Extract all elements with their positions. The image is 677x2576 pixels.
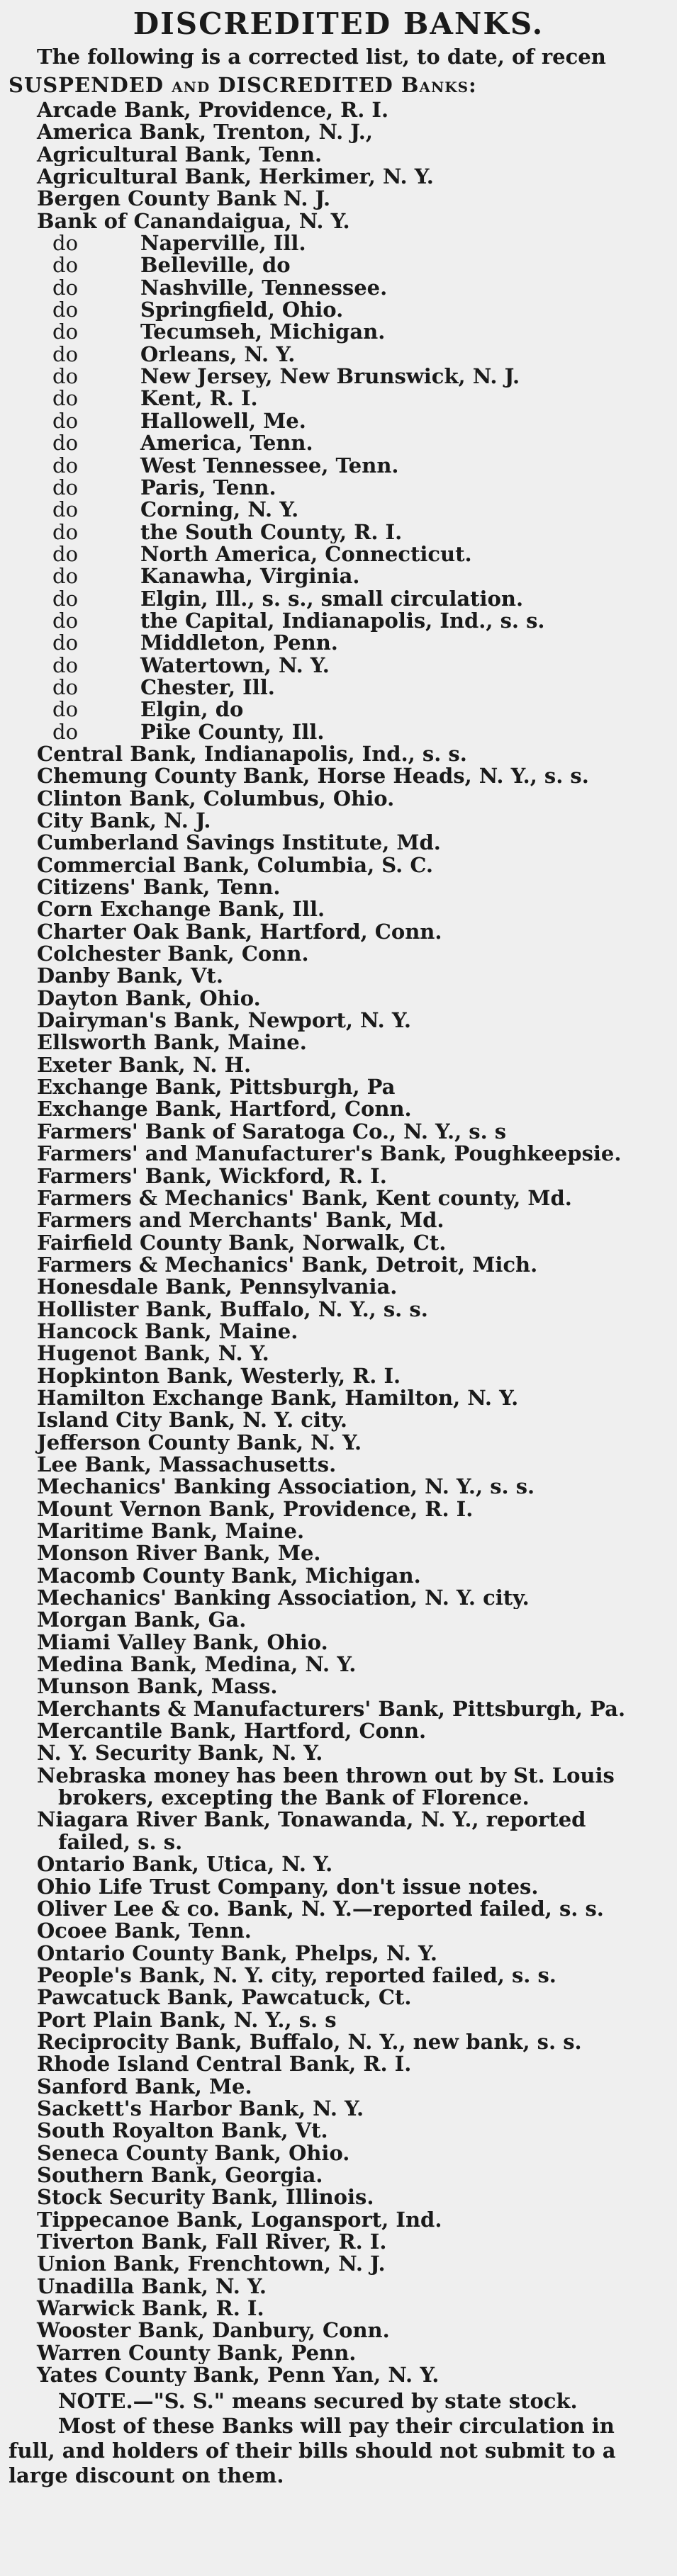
bank-entry-text: Hugenot Bank, N. Y. — [37, 1343, 269, 1365]
bank-entry — [9, 144, 668, 166]
bank-entry-text: Fairfield County Bank, Norwalk, Ct. — [37, 1231, 447, 1254]
bank-entry-text: Kent, R. I. — [140, 388, 258, 410]
page-title: DISCREDITED BANKS. — [133, 6, 544, 41]
bank-entry — [9, 1209, 668, 1231]
bank-entry-text: Medina Bank, Medina, N. Y. — [37, 1654, 357, 1676]
bank-entry-text: Farmers' and Manufacturer's Bank, Poughkeepsie. — [37, 1143, 622, 1165]
ditto-mark: do — [52, 388, 79, 410]
bank-entry-text: Morgan Bank, Ga. — [37, 1609, 247, 1632]
bank-entry-text: Arcade Bank, Providence, R. I. — [37, 99, 389, 122]
bank-entry — [9, 455, 668, 477]
bank-entry-text: Citizens' Bank, Tenn. — [37, 876, 281, 899]
bank-entry-text: Naperville, Ill. — [140, 232, 306, 255]
bank-entry — [9, 2120, 668, 2142]
bank-entry — [9, 1232, 668, 1254]
bank-entry-text: N. Y. Security Bank, N. Y. — [37, 1742, 323, 1765]
bank-entry — [9, 943, 668, 965]
bank-entry-text: Sackett's Harbor Bank, N. Y. — [37, 2097, 364, 2120]
bank-entry — [9, 1765, 668, 1787]
ditto-mark: do — [52, 254, 79, 277]
bank-entry — [9, 1720, 668, 1742]
note-line — [9, 2389, 668, 2414]
ditto-mark: do — [52, 454, 79, 477]
bank-entry-text: Honesdale Bank, Pennsylvania. — [37, 1276, 398, 1299]
bank-entry-text: Stock Security Bank, Illinois. — [37, 2186, 374, 2209]
bank-entry-text: Kanawha, Virginia. — [140, 565, 360, 588]
bank-entry — [9, 1254, 668, 1276]
bank-entry-text: People's Bank, N. Y. city, reported failed, s. s. — [37, 1964, 556, 1987]
ditto-mark: do — [52, 521, 79, 543]
bank-entry-text: the Capital, Indianapolis, Ind., s. s. — [140, 609, 545, 633]
bank-entry — [9, 2076, 668, 2098]
bank-entry — [9, 499, 668, 521]
bank-entry — [9, 1632, 668, 1654]
bank-entry — [9, 765, 668, 787]
ditto-mark: do — [52, 543, 79, 566]
bank-entry-text: Farmers & Mechanics' Bank, Kent county, Md. — [37, 1187, 572, 1210]
bank-entry — [9, 1587, 668, 1609]
bank-entry-text: Charter Oak Bank, Hartford, Conn. — [37, 920, 442, 944]
note-text: —"S. S." means secured by state stock. — [133, 2389, 578, 2414]
bank-entry — [9, 2342, 668, 2364]
bank-entry — [9, 1542, 668, 1564]
bank-entry-text: Springfield, Ohio. — [140, 299, 344, 322]
bank-entry-text: Monson River Bank, Me. — [37, 1542, 321, 1565]
bank-entry — [9, 2298, 668, 2320]
bank-entry-text: Rhode Island Central Bank, R. I. — [37, 2053, 412, 2076]
bank-entry — [9, 1076, 668, 1098]
bank-entry — [9, 166, 668, 188]
bank-entry-text: Munson Bank, Mass. — [37, 1676, 278, 1698]
bank-entry — [9, 1742, 668, 1764]
bank-entry — [9, 1609, 668, 1631]
bank-entry — [9, 699, 668, 721]
bank-entry — [9, 632, 668, 654]
ditto-mark: do — [52, 565, 79, 588]
bank-entry-text: Elgin, Ill., s. s., small circulation. — [140, 587, 524, 610]
bank-entry-text: Clinton Bank, Columbus, Ohio. — [37, 787, 395, 810]
bank-entry — [9, 366, 668, 388]
bank-entry — [9, 321, 668, 343]
bank-entry-text: Agricultural Bank, Herkimer, N. Y. — [37, 166, 434, 188]
bank-entry — [9, 432, 668, 454]
bank-entry — [9, 2098, 668, 2120]
bank-entry-text: Farmers' Bank of Saratoga Co., N. Y., s. s — [37, 1120, 507, 1143]
bank-entry — [9, 410, 668, 432]
bank-entry-text: Hollister Bank, Buffalo, N. Y., s. s. — [37, 1298, 428, 1321]
bank-entry — [9, 2031, 668, 2053]
bank-entry-text: Elgin, do — [140, 699, 244, 721]
bank-entry — [9, 2364, 668, 2386]
bank-entry — [9, 1565, 668, 1587]
bank-entry-text: the South County, R. I. — [140, 521, 403, 543]
ditto-mark: do — [52, 699, 79, 721]
bank-entry — [9, 743, 668, 765]
bank-entry — [9, 477, 668, 499]
bank-entry — [9, 565, 668, 587]
bank-entry — [9, 588, 668, 610]
ditto-mark: do — [52, 299, 79, 322]
bank-entry — [9, 1054, 668, 1076]
bank-entry — [9, 810, 668, 832]
ditto-mark: do — [52, 587, 79, 610]
bank-entry-continuation: failed, s. s. — [58, 1831, 183, 1854]
bank-entry-text: Cumberland Savings Institute, Md. — [37, 832, 441, 854]
ditto-mark: do — [52, 232, 79, 255]
bank-entry — [9, 1299, 668, 1321]
bank-entry — [9, 1365, 668, 1387]
ditto-mark: do — [52, 632, 79, 655]
bank-entry-text: Ontario County Bank, Phelps, N. Y. — [37, 1942, 437, 1965]
bank-entry — [9, 2276, 668, 2298]
bank-entry — [9, 121, 668, 143]
bank-entry-text: Farmers and Merchants' Bank, Md. — [37, 1209, 444, 1232]
bank-entry — [9, 2186, 668, 2208]
bank-entry-text: Ontario Bank, Utica, N. Y. — [37, 1853, 333, 1876]
bank-entry-text: Colchester Bank, Conn. — [37, 943, 309, 966]
bank-entry-text: Oliver Lee & co. Bank, N. Y.—reported failed, s. s. — [37, 1897, 604, 1921]
bank-entry — [9, 188, 668, 210]
bank-entry — [9, 1010, 668, 1032]
ditto-mark: do — [52, 343, 79, 366]
bank-entry — [9, 721, 668, 743]
bank-entry — [9, 1165, 668, 1187]
ditto-mark: do — [52, 654, 79, 677]
bank-entry — [9, 921, 668, 943]
bank-entry — [9, 1987, 668, 2009]
bank-entry-text: City Bank, N. J. — [37, 810, 211, 832]
bank-entry — [9, 2053, 668, 2075]
bank-entry — [9, 1920, 668, 1942]
bank-entry — [9, 1454, 668, 1476]
bank-entry — [9, 210, 668, 232]
bank-entry-text: Agricultural Bank, Tenn. — [37, 143, 323, 166]
bank-entry — [9, 1143, 668, 1165]
bank-entry — [9, 232, 668, 254]
bank-entry — [9, 898, 668, 920]
intro-line-2: SUSPENDED and DISCREDITED Banks: — [9, 73, 477, 97]
bank-entry-text: Sanford Bank, Me. — [37, 2075, 252, 2098]
bank-entry-text: Maritime Bank, Maine. — [37, 1520, 305, 1543]
bank-entry — [9, 1876, 668, 1898]
bank-entry — [9, 388, 668, 409]
bank-entry — [9, 677, 668, 699]
ditto-mark: do — [52, 676, 79, 699]
bank-entry — [9, 277, 668, 299]
bank-entry-text: South Royalton Bank, Vt. — [37, 2120, 328, 2142]
bank-entry — [9, 988, 668, 1010]
bank-entry — [9, 1476, 668, 1498]
bank-entry-text: Seneca County Bank, Ohio. — [37, 2142, 350, 2164]
bank-entry — [9, 1409, 668, 1431]
bank-entry — [9, 2231, 668, 2253]
bank-entry-text: Macomb County Bank, Michigan. — [37, 1564, 421, 1588]
ditto-mark: do — [52, 721, 79, 743]
bank-entry — [9, 1853, 668, 1875]
bank-entry-text: Chester, Ill. — [140, 676, 275, 699]
bank-entry — [9, 2009, 668, 2031]
bank-entry-text: Exchange Bank, Hartford, Conn. — [37, 1098, 412, 1121]
bank-entry-text: Dayton Bank, Ohio. — [37, 987, 261, 1010]
bank-entry — [9, 965, 668, 987]
bank-entry — [9, 610, 668, 632]
bank-entry-text: Hancock Bank, Maine. — [37, 1320, 298, 1343]
bank-entry-text: Farmers & Mechanics' Bank, Detroit, Mich. — [37, 1253, 538, 1277]
ditto-mark: do — [52, 321, 79, 344]
bank-entry — [9, 2253, 668, 2275]
bank-entry — [9, 1187, 668, 1209]
bank-entry-text: Belleville, do — [140, 254, 291, 277]
bank-entry-text: Warren County Bank, Penn. — [37, 2341, 357, 2365]
bank-entry — [9, 2164, 668, 2186]
bank-entry-text: Niagara River Bank, Tonawanda, N. Y., reported — [37, 1809, 586, 1831]
bank-entry — [9, 521, 668, 543]
bank-entry-text: Hopkinton Bank, Westerly, R. I. — [37, 1365, 401, 1387]
bank-entry — [9, 1121, 668, 1143]
bank-entry-text: Hamilton Exchange Bank, Hamilton, N. Y. — [37, 1386, 519, 1410]
bank-entry-text: Corning, N. Y. — [140, 499, 299, 521]
note-paragraph-first: Most of these Banks will pay their circulation in — [58, 2414, 615, 2439]
bank-entry — [9, 2209, 668, 2231]
bank-entry — [9, 254, 668, 276]
ditto-mark: do — [52, 276, 79, 300]
bank-entry-text: Hallowell, Me. — [140, 409, 306, 433]
bank-entry-text: Danby Bank, Vt. — [37, 965, 223, 988]
bank-entry-text: Central Bank, Indianapolis, Ind., s. s. — [37, 742, 467, 766]
bank-entry-text: Lee Bank, Massachusetts. — [37, 1453, 337, 1476]
note-label: NOTE. — [58, 2389, 133, 2414]
bank-entry-text: Mechanics' Banking Association, N. Y. city. — [37, 1587, 530, 1610]
bank-entry — [9, 1432, 668, 1454]
ditto-mark: do — [52, 476, 79, 499]
bank-entry-text: Island City Bank, N. Y. city. — [37, 1409, 347, 1432]
bank-entry-text: Tiverton Bank, Fall River, R. I. — [37, 2231, 387, 2254]
bank-entry-text: New Jersey, New Brunswick, N. J. — [140, 366, 520, 388]
bank-entry-text: Pike County, Ill. — [140, 721, 325, 743]
bank-entry-text: Chemung County Bank, Horse Heads, N. Y., s. s. — [37, 765, 589, 788]
bank-entry — [9, 854, 668, 876]
bank-entry — [9, 1943, 668, 1965]
bank-entry — [9, 1654, 668, 1676]
bank-entry — [9, 1098, 668, 1120]
bank-entry — [9, 1032, 668, 1053]
bank-entry — [9, 655, 668, 677]
bank-entry-text: Exeter Bank, N. H. — [37, 1053, 252, 1077]
bank-entry-text: Yates County Bank, Penn Yan, N. Y. — [37, 2364, 440, 2387]
bank-entry-text: Southern Bank, Georgia. — [37, 2164, 323, 2187]
bank-entry-text: Corn Exchange Bank, Ill. — [37, 898, 325, 921]
ditto-mark: do — [52, 366, 79, 388]
bank-entry — [9, 1520, 668, 1542]
bank-entry-text: Warwick Bank, R. I. — [37, 2298, 264, 2320]
bank-entry-text: Bank of Canandaigua, N. Y. — [37, 210, 350, 233]
bank-entry — [9, 1276, 668, 1298]
bank-entry-text: Commercial Bank, Columbia, S. C. — [37, 854, 434, 877]
bank-entry-text: Watertown, N. Y. — [140, 654, 330, 677]
ditto-mark: do — [52, 499, 79, 521]
bank-entry-text: Wooster Bank, Danbury, Conn. — [37, 2320, 390, 2342]
bank-entry-text: West Tennessee, Tenn. — [140, 454, 399, 477]
intro — [9, 43, 668, 99]
bank-entry — [9, 1321, 668, 1343]
bank-entry — [9, 1809, 668, 1831]
intro-line-1: The following is a corrected list, to date, of recen — [37, 45, 606, 69]
bank-entry-text: Merchants & Manufacturers' Bank, Pittsburgh, Pa. — [37, 1697, 626, 1721]
bank-entry-text: Dairyman's Bank, Newport, N. Y. — [37, 1010, 411, 1032]
bank-entry-text: Jefferson County Bank, N. Y. — [37, 1431, 362, 1454]
ditto-mark: do — [52, 409, 79, 433]
bank-entry-text: Reciprocity Bank, Buffalo, N. Y., new bank, s. s. — [37, 2030, 582, 2054]
bank-entry-text: Union Bank, Frenchtown, N. J. — [37, 2253, 386, 2276]
bank-entry-text: Port Plain Bank, N. Y., s. s — [37, 2009, 337, 2031]
bank-entry-continuation: brokers, excepting the Bank of Florence. — [58, 1787, 530, 1809]
bank-entry-text: Tecumseh, Michigan. — [140, 321, 386, 344]
bank-entry-text: Mechanics' Banking Association, N. Y., s. s. — [37, 1476, 535, 1498]
bank-entry-text: Middleton, Penn. — [140, 632, 338, 655]
note-paragraph-rest: full, and holders of their bills should not submit to a — [9, 2439, 616, 2463]
bank-entry-text: Miami Valley Bank, Ohio. — [37, 1631, 328, 1654]
bank-entry — [9, 1387, 668, 1409]
bank-entry-text: Bergen County Bank N. J. — [37, 188, 331, 210]
bank-entry-text: North America, Connecticut. — [140, 543, 472, 566]
bank-entry — [9, 1965, 668, 1987]
ditto-mark: do — [52, 432, 79, 455]
bank-entry-text: Exchange Bank, Pittsburgh, Pa — [37, 1076, 396, 1099]
bank-entry-text: Ocoee Bank, Tenn. — [37, 1920, 252, 1943]
bank-entry-text: America, Tenn. — [140, 432, 313, 455]
bank-entry — [9, 1343, 668, 1365]
note — [9, 2389, 668, 2488]
bank-entry-text: Mount Vernon Bank, Providence, R. I. — [37, 1498, 474, 1520]
bank-entry — [9, 2320, 668, 2341]
ditto-mark: do — [52, 609, 79, 633]
bank-entry — [9, 876, 668, 898]
bank-entry — [9, 788, 668, 810]
bank-entry — [9, 543, 668, 565]
bank-entry — [9, 832, 668, 854]
bank-entry-text: America Bank, Trenton, N. J., — [37, 121, 373, 144]
bank-entry-text: Nebraska money has been thrown out by St. Louis — [37, 1764, 615, 1787]
bank-entry-text: Ellsworth Bank, Maine. — [37, 1032, 307, 1054]
bank-entry-text: Ohio Life Trust Company, don't issue notes. — [37, 1875, 539, 1898]
bank-entry — [9, 1498, 668, 1520]
bank-entry — [9, 1898, 668, 1920]
bank-entry-text: Paris, Tenn. — [140, 476, 276, 499]
bank-entry-text: Orleans, N. Y. — [140, 343, 296, 366]
bank-entry — [9, 1676, 668, 1697]
bank-entry — [9, 2142, 668, 2164]
bank-list — [9, 99, 668, 2386]
bank-entry-text: Tippecanoe Bank, Logansport, Ind. — [37, 2208, 442, 2231]
bank-entry-text: Pawcatuck Bank, Pawcatuck, Ct. — [37, 1987, 412, 2009]
bank-entry — [9, 344, 668, 366]
bank-entry-text: Unadilla Bank, N. Y. — [37, 2275, 267, 2298]
bank-entry — [9, 299, 668, 321]
note-paragraph-last: large discount on them. — [9, 2463, 284, 2488]
bank-entry-text: Mercantile Bank, Hartford, Conn. — [37, 1720, 427, 1743]
bank-entry-text: Farmers' Bank, Wickford, R. I. — [37, 1165, 387, 1187]
bank-entry — [9, 1698, 668, 1720]
bank-entry-text: Nashville, Tennessee. — [140, 276, 388, 300]
bank-entry — [9, 99, 668, 121]
